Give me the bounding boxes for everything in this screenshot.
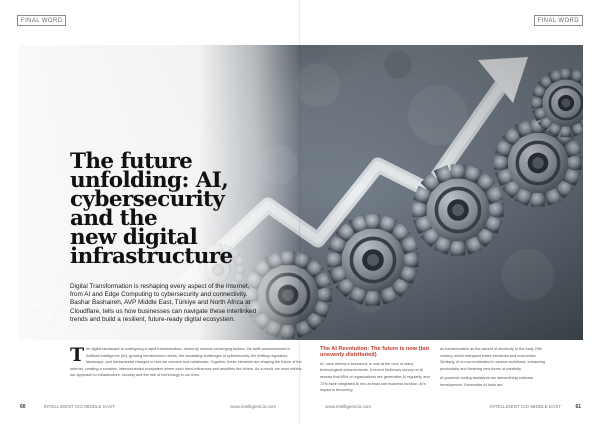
headline-line: unfolding: AI, [70, 168, 229, 193]
issue-label-right: INTELLIGENT CIO MIDDLE EAST [490, 404, 561, 409]
section-subhead: The AI Revolution: The future is now (but unevenly distributed) [320, 346, 430, 359]
headline-line: The future [70, 149, 193, 174]
headline-line: cybersecurity [70, 187, 225, 212]
spine-gutter [299, 0, 300, 424]
article-standfirst: Digital Transformation is reshaping every aspect of the Internet, from AI and Edge Computing to cybersecurity and connectivity. Bashar Bashaireh, AVP Middle East, Türkiye and North Africa at Cloudflare, tells us how businesses can navigate these interlinked trends and build a resilient, future-ready digital ecosystem. [70, 283, 257, 323]
body-text: he digital landscape is undergoing a rapid transformation, driven by several converging factors: the swift advancements in Artificial Intelligence (AI), growing infrastructure needs, the escalating challenges of cybersecurity, the shifting regulatory landscape, and fundamental changes in how we connect and collaborate. Together, these elements are shaping the future of the Internet, creating a complex, interconnected ecosystem where each trend influences and amplifies the others. As a result, we must rethink our approach to infrastructure, security and the role of technology in our lives. [70, 347, 302, 378]
headline-line: infrastructure [70, 244, 233, 269]
page-footer [18, 404, 583, 412]
section-tag-left: FINAL WORD [17, 15, 66, 26]
body-column-3 [440, 346, 552, 402]
drop-cap: T [70, 346, 85, 366]
body-text: AI, once merely a buzzword, is now at the core of many technological advancements. A recent McKinsey survey on AI reveals that 65% of organisations are generative AI regularly, and 72% have integrated AI into at least one business function. AI's impact is becoming [320, 361, 430, 393]
body-column-1 [70, 346, 302, 402]
website-link-left[interactable]: www.intelligentcio.com [230, 404, 277, 409]
page-number-left: 60 [20, 404, 26, 410]
article-headline [70, 149, 240, 269]
body-text: as transformative as the advent of electricity in the early 20th century, which reshaped entire industries and economies. Similarly, AI is now embedded in various workflows, enhancing productivity and fostering new forms of creativity. [440, 347, 546, 371]
headline-line: and the [70, 206, 158, 231]
section-tag-right: FINAL WORD [534, 15, 583, 26]
page-number-right: 61 [575, 404, 581, 410]
website-link-right[interactable]: www.intelligentcio.com [325, 404, 372, 409]
issue-label-left: INTELLIGENT CIO MIDDLE EAST [44, 404, 115, 409]
headline-line: new digital [70, 225, 198, 250]
body-text: AI-powered coding assistants are streamlining software development. Generative AI tools are [440, 376, 534, 387]
body-column-2 [320, 346, 432, 402]
